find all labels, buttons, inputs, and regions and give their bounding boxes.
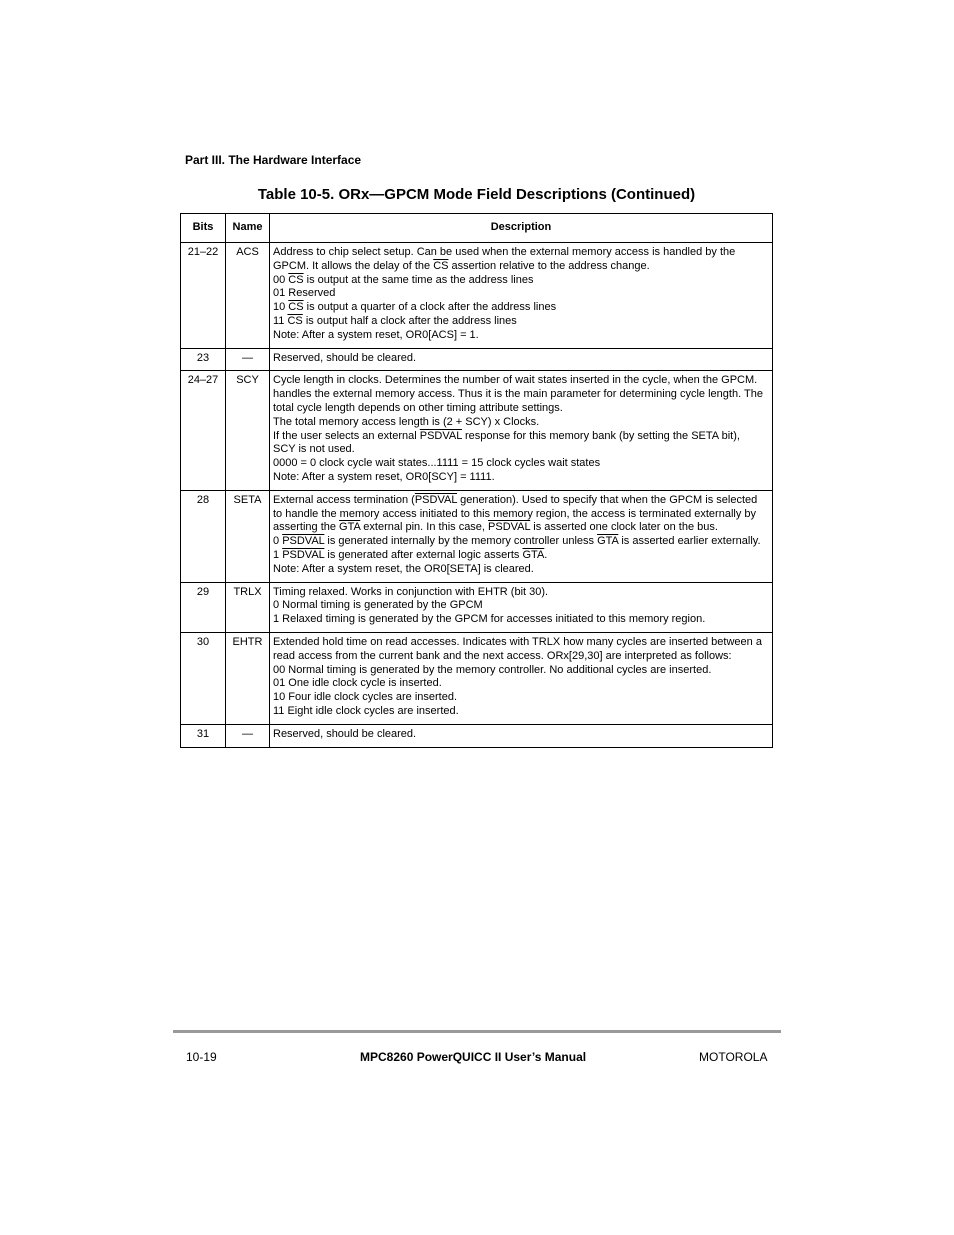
text-segment: 01 One idle clock cycle is inserted. <box>273 677 442 690</box>
active-low-signal: $\overline{CS}$ <box>287 314 303 327</box>
cell-description <box>270 348 773 371</box>
text-segment: Reserved, should be cleared. <box>273 727 417 740</box>
text-segment: handles the external memory access. Thus it is the main parameter for determining cycle length. The <box>273 388 763 401</box>
cell-name: TRLX <box>226 582 270 632</box>
active-low-signal: $\overline{GTA}$ <box>597 535 619 548</box>
active-low-signal: $\overline{CS}$ <box>288 301 304 314</box>
text-segment: Note: After a system reset, the OR0[SETA] is cleared. <box>273 562 534 575</box>
text-segment: 0 <box>273 535 283 548</box>
text-segment: is generated internally by the memory controller unless <box>324 535 598 548</box>
column-header-bits: Bits <box>181 214 226 243</box>
text-segment: response for this memory bank (by setting the SETA bit), <box>461 429 740 442</box>
cell-description <box>270 724 773 747</box>
active-low-signal: PSDVAL <box>282 535 325 548</box>
active-low-signal: $\overline{GTA}$ <box>522 548 545 561</box>
description-line <box>273 636 769 650</box>
text-segment: is asserted one clock later on the bus. <box>530 521 718 534</box>
description-line <box>273 260 769 274</box>
description-line <box>273 374 769 388</box>
description-line <box>273 664 769 678</box>
description-line <box>273 563 769 577</box>
description-line <box>273 728 769 742</box>
text-segment: Extended hold time on read accesses. Indicates with TRLX how many cycles are inserted between a <box>273 635 762 648</box>
text-segment: is generated after external logic asserts <box>324 548 523 561</box>
table-row <box>181 582 773 632</box>
description-line <box>273 246 769 260</box>
text-segment: Note: After a system reset, OR0[ACS] = 1. <box>273 328 479 341</box>
description-line <box>273 471 769 485</box>
active-low-signal: PSDVAL <box>419 429 462 442</box>
cell-bits: 31 <box>181 724 226 747</box>
text-segment: . <box>544 548 548 561</box>
cell-name: — <box>226 724 270 747</box>
active-low-signal: $\overline{CS}$ <box>433 259 449 272</box>
cell-description <box>270 243 773 349</box>
cell-name: SETA <box>226 490 270 582</box>
description-line <box>273 521 769 535</box>
text-segment: External access termination ( <box>273 493 415 506</box>
table-row <box>181 724 773 747</box>
description-line <box>273 549 769 563</box>
column-header-description: Description <box>270 214 773 243</box>
cell-name: SCY <box>226 371 270 490</box>
description-line <box>273 705 769 719</box>
description-line <box>273 315 769 329</box>
description-line <box>273 457 769 471</box>
text-segment: is asserted earlier externally. <box>618 535 761 548</box>
text-segment: SCY is not used. <box>273 443 355 456</box>
text-segment: 0 Normal timing is generated by the GPCM <box>273 599 483 612</box>
text-segment: 00 Normal timing is generated by the memory controller. No additional cycles are inserted. <box>273 663 712 676</box>
column-header-name: Name <box>226 214 270 243</box>
text-segment: GPCM. It allows the delay of the <box>273 259 434 272</box>
description-line <box>273 329 769 343</box>
cell-name: ACS <box>226 243 270 349</box>
cell-bits: 24–27 <box>181 371 226 490</box>
description-line <box>273 586 769 600</box>
text-segment: is output at the same time as the address lines <box>303 273 534 286</box>
cell-bits: 29 <box>181 582 226 632</box>
manual-title: MPC8260 PowerQUICC II User’s Manual <box>360 1050 587 1064</box>
text-segment: 10 <box>273 301 289 314</box>
text-segment: 00 <box>273 273 289 286</box>
description-line <box>273 494 769 508</box>
table-row <box>181 371 773 490</box>
active-low-signal: PSDVAL <box>282 548 325 561</box>
description-line <box>273 613 769 627</box>
cell-description <box>270 582 773 632</box>
table-header-row <box>181 214 773 243</box>
text-segment: 0000 = 0 clock cycle wait states...1111 = 15 clock cycles wait states <box>273 457 601 470</box>
table-row <box>181 348 773 371</box>
cell-description <box>270 371 773 490</box>
cell-bits: 30 <box>181 632 226 724</box>
text-segment: is output half a clock after the address lines <box>302 314 517 327</box>
field-descriptions-table <box>180 213 773 748</box>
cell-bits: 23 <box>181 348 226 371</box>
text-segment: If the user selects an external <box>273 429 420 442</box>
cell-bits: 28 <box>181 490 226 582</box>
table-row <box>181 243 773 349</box>
cell-name: — <box>226 348 270 371</box>
cell-description <box>270 632 773 724</box>
text-segment: 11 <box>273 314 288 327</box>
text-segment: to handle the memory access initiated to this memory region, the access is terminated externally by <box>273 507 757 520</box>
cell-bits: 21–22 <box>181 243 226 349</box>
publisher-name: MOTOROLA <box>699 1050 768 1064</box>
description-line <box>273 402 769 416</box>
description-line <box>273 677 769 691</box>
text-segment: external pin. In this case, <box>360 521 489 534</box>
description-line <box>273 535 769 549</box>
active-low-signal: $\overline{CS}$ <box>288 273 304 286</box>
text-segment: asserting the <box>273 521 340 534</box>
table-row <box>181 632 773 724</box>
table-row <box>181 490 773 582</box>
description-line <box>273 691 769 705</box>
text-segment: 1 <box>273 548 283 561</box>
text-segment: total cycle length depends on other timing attribute settings. <box>273 401 563 414</box>
text-segment: assertion relative to the address change. <box>448 259 650 272</box>
running-header: Part III. The Hardware Interface <box>185 153 362 167</box>
description-line <box>273 301 769 315</box>
text-segment: Address to chip select setup. Can be used when the external memory access is handled by the <box>273 246 736 258</box>
text-segment: read access from the current bank and the next access. ORx[29,30] are interpreted as follows: <box>273 649 732 662</box>
cell-name: EHTR <box>226 632 270 724</box>
text-segment: Note: After a system reset, OR0[SCY] = 1111. <box>273 470 495 483</box>
text-segment: Timing relaxed. Works in conjunction with EHTR (bit 30). <box>273 585 549 598</box>
description-line <box>273 388 769 402</box>
text-segment: The total memory access length is (2 + SCY) x Clocks. <box>273 415 540 428</box>
active-low-signal: PSDVAL <box>488 521 531 534</box>
description-line <box>273 430 769 444</box>
text-segment: is output a quarter of a clock after the address lines <box>303 301 557 314</box>
page-number: 10-19 <box>186 1050 217 1064</box>
text-segment: generation). Used to specify that when the GPCM is selected <box>457 493 758 506</box>
active-low-signal: $\overline{GTA}$ <box>339 521 361 534</box>
text-segment: Reserved, should be cleared. <box>273 351 417 364</box>
table-body <box>181 243 773 748</box>
cell-description <box>270 490 773 582</box>
description-line <box>273 443 769 457</box>
description-line <box>273 416 769 430</box>
description-line <box>273 352 769 366</box>
description-line <box>273 287 769 301</box>
text-segment: 01 Reserved <box>273 287 336 300</box>
active-low-signal: PSDVAL <box>414 493 458 506</box>
footer-divider <box>173 1030 781 1033</box>
text-segment: Cycle length in clocks. Determines the number of wait states inserted in the cycle, when the GPCM. <box>273 374 758 387</box>
text-segment: 10 Four idle clock cycles are inserted. <box>273 691 458 704</box>
text-segment: 1 Relaxed timing is generated by the GPCM for accesses initiated to this memory region. <box>273 613 706 626</box>
description-line <box>273 650 769 664</box>
description-line <box>273 599 769 613</box>
text-segment: 11 Eight idle clock cycles are inserted. <box>273 704 459 717</box>
table-title: Table 10-5. ORx—GPCM Mode Field Descriptions (Continued) <box>257 186 696 203</box>
description-line <box>273 508 769 522</box>
description-line <box>273 274 769 288</box>
